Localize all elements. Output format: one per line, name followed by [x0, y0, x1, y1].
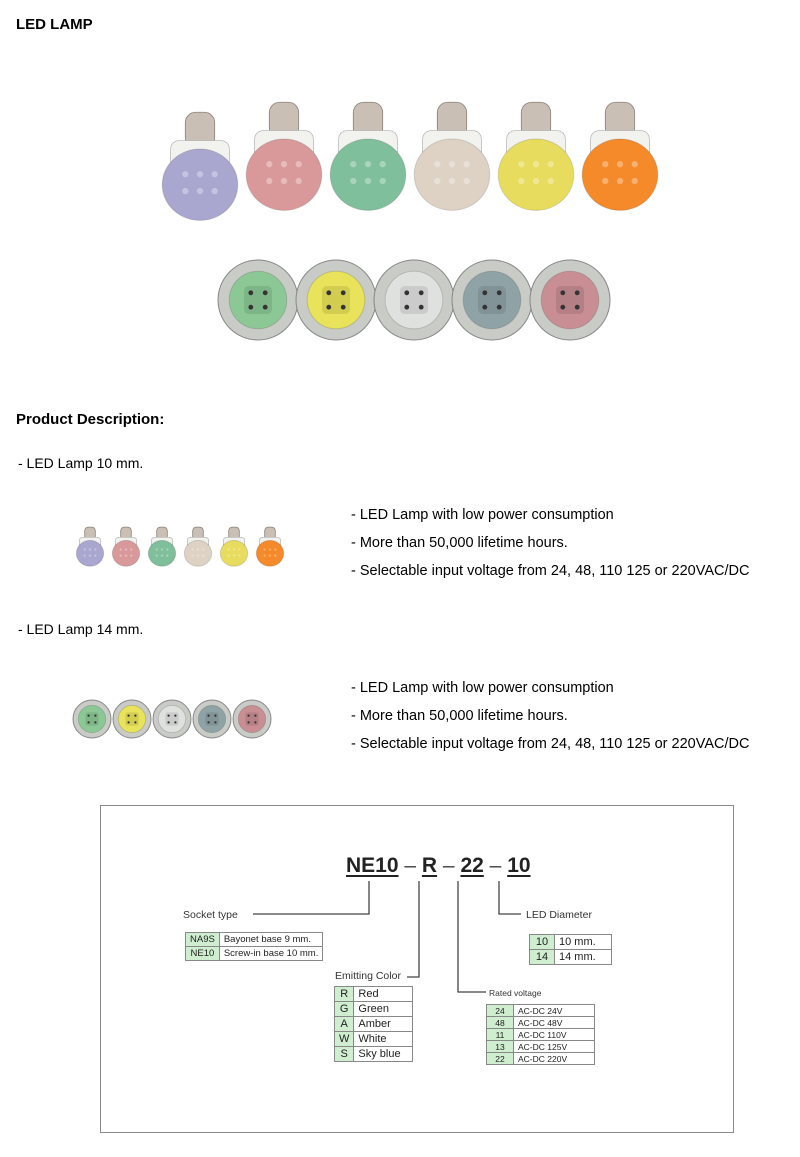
lamp-14mm	[296, 260, 376, 340]
lamp-14mm	[530, 260, 610, 340]
table-cell: 10	[530, 935, 555, 950]
lamp-14mm	[73, 700, 111, 738]
emitting-color-table	[334, 986, 413, 1062]
lamp-14mm	[193, 700, 231, 738]
table-cell: AC-DC 48V	[514, 1017, 595, 1029]
lamp-10mm	[414, 102, 490, 210]
table-row	[530, 935, 612, 950]
feature-item: - LED Lamp with low power consumption	[351, 507, 614, 523]
table-row	[186, 933, 323, 947]
lamp-10mm	[162, 112, 238, 220]
lamp-14mm	[113, 700, 151, 738]
lamp-14mm	[153, 700, 191, 738]
lamp-10mm	[220, 527, 247, 566]
code-part-color: R	[421, 854, 438, 877]
table-row	[487, 1005, 595, 1017]
feature-item: - More than 50,000 lifetime hours.	[351, 535, 568, 551]
hero-lamp-photo	[140, 80, 660, 380]
feature-list-10mm	[351, 501, 749, 585]
table-cell: NA9S	[186, 933, 220, 947]
lamp-14mm-thumbnail	[70, 694, 280, 744]
rated-voltage-label: Rated voltage	[489, 988, 542, 998]
lamp-10mm	[498, 102, 574, 210]
lamp-10mm	[582, 102, 658, 210]
table-cell: Bayonet base 9 mm.	[219, 933, 323, 947]
lamp-10mm	[76, 527, 103, 566]
table-cell: AC-DC 220V	[514, 1053, 595, 1065]
table-cell: 11	[487, 1029, 514, 1041]
code-separator: –	[404, 854, 417, 877]
table-cell: 14	[530, 950, 555, 965]
table-cell: 22	[487, 1053, 514, 1065]
section-heading: Product Description:	[16, 411, 165, 428]
table-row	[487, 1017, 595, 1029]
lamp-10mm	[184, 527, 211, 566]
socket-type-table	[185, 932, 323, 961]
table-cell: NE10	[186, 947, 220, 961]
code-part-series: NE10	[346, 854, 399, 877]
lamp-14mm	[374, 260, 454, 340]
table-cell: S	[335, 1047, 354, 1062]
feature-list-14mm	[351, 674, 749, 758]
table-cell: Red	[354, 987, 413, 1002]
table-cell: 14 mm.	[555, 950, 612, 965]
lamp-10mm	[112, 527, 139, 566]
lamp-10mm	[256, 527, 283, 566]
lamp-14mm	[452, 260, 532, 340]
table-cell: AC-DC 125V	[514, 1041, 595, 1053]
feature-item: - Selectable input voltage from 24, 48, 110 125 or 220VAC/DC	[351, 563, 750, 579]
feature-item: - LED Lamp with low power consumption	[351, 680, 614, 696]
table-cell: Sky blue	[354, 1047, 413, 1062]
table-row	[487, 1029, 595, 1041]
led-diameter-table	[529, 934, 612, 965]
connector-lines	[101, 806, 733, 1132]
lamp-10mm	[148, 527, 175, 566]
product-name-10mm: - LED Lamp 10 mm.	[18, 455, 144, 471]
table-cell: White	[354, 1032, 413, 1047]
code-part-diameter: 10	[507, 854, 531, 877]
table-cell: AC-DC 110V	[514, 1029, 595, 1041]
table-row	[487, 1053, 595, 1065]
table-row	[530, 950, 612, 965]
table-row	[186, 947, 323, 961]
table-cell: 13	[487, 1041, 514, 1053]
table-row	[335, 1017, 413, 1032]
emitting-color-label: Emitting Color	[335, 970, 401, 982]
table-cell: 24	[487, 1005, 514, 1017]
code-separator: –	[489, 854, 502, 877]
table-cell: R	[335, 987, 354, 1002]
table-row	[335, 1032, 413, 1047]
lamp-10mm	[330, 102, 406, 210]
rated-voltage-table	[486, 1004, 595, 1065]
table-cell: Screw-in base 10 mm.	[219, 947, 323, 961]
page-title: LED LAMP	[16, 16, 93, 33]
product-name-14mm: - LED Lamp 14 mm.	[18, 621, 144, 637]
led-diameter-label: LED Diameter	[526, 909, 592, 921]
table-row	[335, 1002, 413, 1017]
lamp-10mm-thumbnail	[70, 512, 290, 582]
code-separator: –	[442, 854, 455, 877]
lamp-14mm	[218, 260, 298, 340]
lamp-14mm	[233, 700, 271, 738]
table-cell: Amber	[354, 1017, 413, 1032]
table-cell: AC-DC 24V	[514, 1005, 595, 1017]
table-cell: A	[335, 1017, 354, 1032]
table-cell: Green	[354, 1002, 413, 1017]
table-cell: 10 mm.	[555, 935, 612, 950]
table-row	[335, 1047, 413, 1062]
socket-type-label: Socket type	[183, 909, 238, 921]
table-cell: 48	[487, 1017, 514, 1029]
table-row	[487, 1041, 595, 1053]
table-cell: W	[335, 1032, 354, 1047]
lamp-10mm	[246, 102, 322, 210]
table-row	[335, 987, 413, 1002]
feature-item: - Selectable input voltage from 24, 48, 110 125 or 220VAC/DC	[351, 736, 750, 752]
code-part-voltage: 22	[460, 854, 484, 877]
feature-item: - More than 50,000 lifetime hours.	[351, 708, 568, 724]
table-cell: G	[335, 1002, 354, 1017]
ordering-code-diagram	[100, 805, 734, 1133]
